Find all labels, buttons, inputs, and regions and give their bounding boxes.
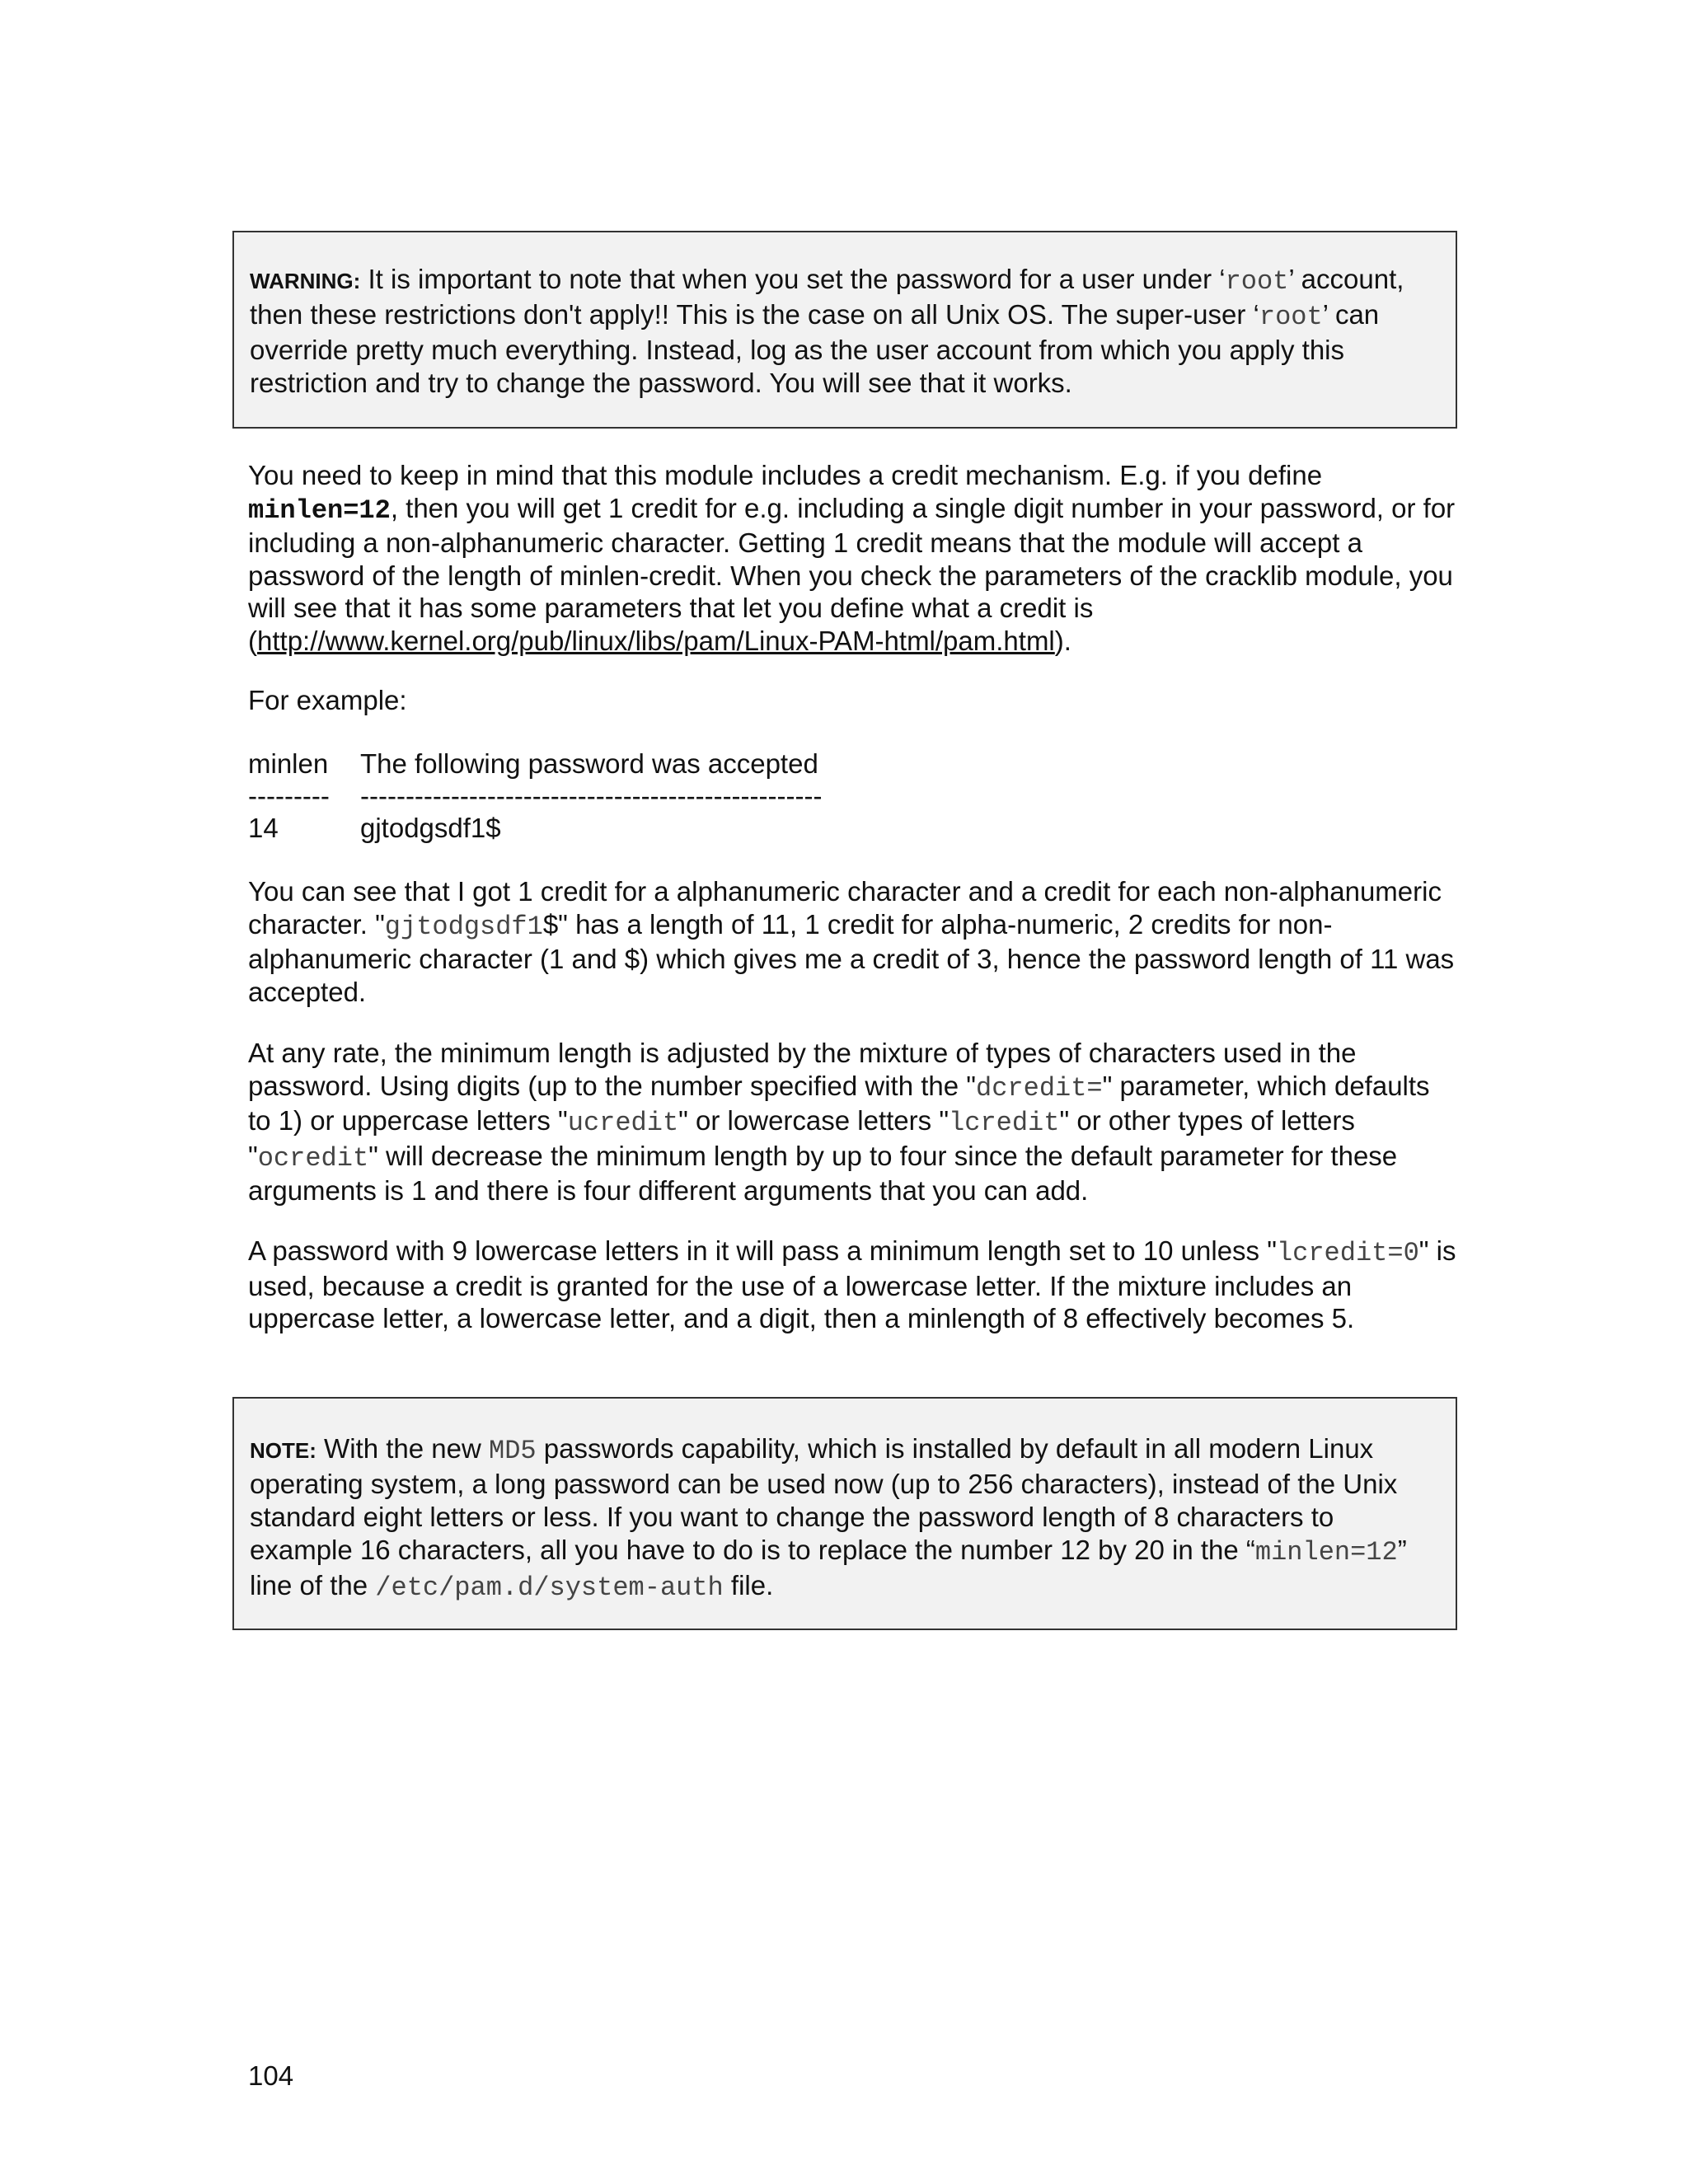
p4-code-lcredit: lcredit [949, 1108, 1060, 1138]
table-separator-2: --------------------------------------------------- [360, 780, 823, 811]
pam-docs-link[interactable]: http://www.kernel.org/pub/linux/libs/pam/Linux-PAM-html/pam.html [257, 625, 1055, 656]
note-code-minlen: minlen=12 [1254, 1537, 1398, 1568]
p5-code-lcredit: lcredit=0 [1276, 1238, 1419, 1268]
warning-label: WARNING: [250, 269, 361, 293]
table-cell-password: gjtodgsdf1$ [360, 813, 501, 843]
table-cell-minlen: 14 [248, 813, 279, 843]
warning-text-1: It is important to note that when you set the password for a user under ‘ [360, 264, 1226, 294]
note-text-2: passwords capability, which is installed by default in all modern Linux operating system, a long password can be used now (up to 256 characters), instead of the Unix standard eight letters or less. If you want to change the password length of 8 characters to example 16 characters, all you have to do is to replace the number 12 by 20 in the “ [250, 1433, 1398, 1565]
paragraph-credit-explanation [248, 875, 1460, 1008]
warning-text-3: ’ can override pretty much everything. Instead, log as the user account from which you apply this restriction and try to change the password. You will see that it works. [250, 299, 1380, 398]
p1-code-minlen: minlen=12 [248, 494, 391, 526]
p3-text-1: You can see that I got 1 credit for a alphanumeric character and a credit for each non-alphanumeric character. " [248, 876, 1442, 940]
p1-text-1: You need to keep in mind that this module includes a credit mechanism. E.g. if you define [248, 460, 1323, 490]
page-number: 104 [248, 2060, 294, 2091]
paragraph-lowercase-example [248, 1235, 1460, 1335]
p4-code-ocredit: ocredit [257, 1142, 369, 1174]
p4-text-2: " parameter, which defaults to 1) or uppercase letters " [248, 1070, 1430, 1136]
note-code-md5: MD5 [488, 1436, 537, 1466]
note-code-system-auth: /etc/pam.d/system-auth [375, 1572, 724, 1603]
p1-text-3: ). [1054, 625, 1071, 656]
p4-text-4: " or other types of letters " [248, 1105, 1355, 1171]
note-text-4: file. [723, 1570, 774, 1601]
p4-text-5: " will decrease the minimum length by up to four since the default parameter for these arguments is 1 and there is four different arguments that you can add. [248, 1140, 1398, 1206]
table-separator-1: --------- [248, 780, 330, 811]
note-text-1: With the new [316, 1433, 489, 1464]
table-header-minlen: minlen [248, 748, 329, 779]
warning-code-root-2: root [1259, 302, 1323, 332]
warning-text-2: ’ account, then these restrictions don't apply!! This is the case on all Unix OS. The super-user ‘ [250, 264, 1404, 330]
p1-text-2: , then you will get 1 credit for e.g. including a single digit number in your password, or for including a non-alphanumeric character. Getting 1 credit means that the module will accept a password of the length of minlen-credit. When you check the parameters of the cracklib module, you will see that it has some parameters that let you define what a credit is ( [248, 492, 1456, 656]
p5-text-2: " is used, because a credit is granted for the use of a lowercase letter. If the mixture includes an uppercase letter, a lowercase letter, and a digit, then a minlength of 8 effectively becomes 5. [248, 1235, 1456, 1333]
p4-code-ucredit: ucredit [567, 1108, 679, 1138]
p4-text-1: At any rate, the minimum length is adjusted by the mixture of types of characters used in the password. Using digits (up to the number specified with the " [248, 1038, 1357, 1101]
p3-text-2: $" has a length of 11, 1 credit for alpha-numeric, 2 credits for non-alphanumeric character (1 and $) which gives me a credit of 3, hence the password length of 11 was accepted. [248, 908, 1455, 1007]
paragraph-minimum-length [248, 1037, 1460, 1207]
note-box [232, 1397, 1457, 1630]
note-text-3: ” line of the [250, 1535, 1407, 1601]
p5-text-1: A password with 9 lowercase letters in it will pass a minimum length set to 10 unless " [248, 1235, 1277, 1266]
warning-box [232, 231, 1457, 429]
note-label: NOTE: [250, 1438, 316, 1463]
p4-code-dcredit: dcredit= [976, 1072, 1103, 1104]
p3-code-password: gjtodgsdf1 [384, 911, 543, 942]
p4-text-3: " or lowercase letters " [678, 1105, 950, 1136]
table-header-accepted: The following password was accepted [360, 748, 818, 779]
paragraph-for-example: For example: [248, 685, 407, 715]
warning-code-root-1: root [1225, 266, 1289, 297]
paragraph-credit-mechanism [248, 459, 1460, 657]
